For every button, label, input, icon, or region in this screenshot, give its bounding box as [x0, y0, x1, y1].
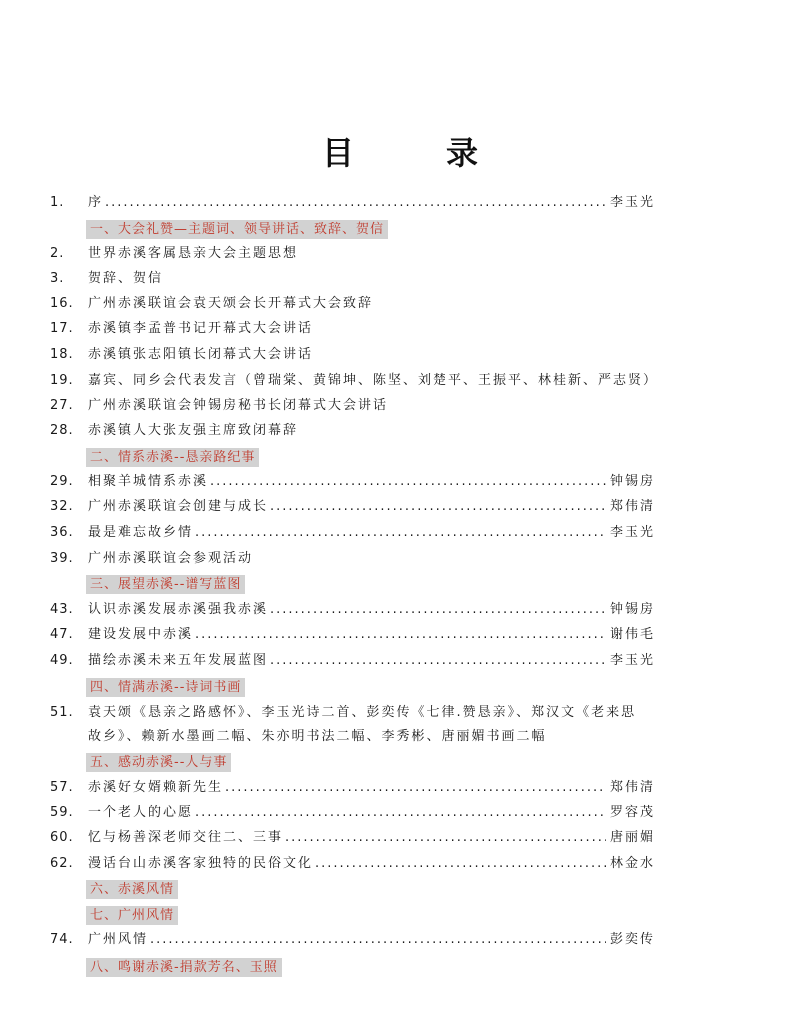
page-number: 18.: [50, 347, 74, 362]
entry-title: 袁天颂《恳亲之路感怀》、李玉光诗二首、彭奕传《七律.赞恳亲》、郑汉文《老来思: [88, 705, 637, 720]
entry-title: 贺辞、贺信: [88, 271, 164, 286]
page-number: 36.: [50, 525, 74, 540]
toc-entry: [0, 243, 800, 265]
page-number: 29.: [50, 474, 74, 489]
entry-title: 一个老人的心愿: [88, 802, 195, 824]
toc-entry: [0, 395, 800, 417]
dot-leader: [225, 777, 606, 799]
entry-title: 赤溪镇人大张友强主席致闭幕辞: [88, 423, 299, 438]
section-heading: 六、赤溪风情: [86, 880, 178, 899]
toc-entry: [0, 192, 800, 214]
toc-entry: [0, 370, 800, 392]
dot-leader: [270, 599, 606, 621]
entry-title: 广州赤溪联谊会参观活动: [88, 551, 254, 566]
page-number: 57.: [50, 780, 74, 795]
dot-leader: [270, 650, 606, 672]
page-number: 47.: [50, 627, 74, 642]
toc-entry: [0, 726, 800, 748]
entry-title: 广州风情: [88, 929, 150, 951]
page-number: 49.: [50, 653, 74, 668]
entry-title: 广州赤溪联谊会创建与成长: [88, 496, 270, 518]
toc-entry: [0, 471, 800, 493]
entry-title: 赤溪好女婿赖新先生: [88, 777, 225, 799]
page-number: 28.: [50, 423, 74, 438]
toc-entry: [0, 624, 800, 646]
page-number: 2.: [50, 246, 65, 261]
toc-entry: [0, 853, 800, 875]
toc-entry: [0, 827, 800, 849]
section-heading: 八、鸣谢赤溪-捐款芳名、玉照: [86, 958, 282, 977]
page-number: 1.: [50, 195, 65, 210]
entry-author: 郑伟清: [610, 499, 656, 514]
section-heading: 三、展望赤溪--谱写蓝图: [86, 575, 245, 594]
dot-leader: [195, 624, 606, 646]
entry-title: 相聚羊城情系赤溪: [88, 471, 210, 493]
page-number: 16.: [50, 296, 74, 311]
toc-entry: [0, 599, 800, 621]
entry-title: 嘉宾、同乡会代表发言（曾瑞棠、黄锦坤、陈坚、刘楚平、王振平、林桂新、严志贤）: [88, 373, 659, 388]
toc-entry: [0, 293, 800, 315]
page-number: 43.: [50, 602, 74, 617]
entry-title: 赤溪镇张志阳镇长闭幕式大会讲话: [88, 347, 314, 362]
page-number: 17.: [50, 321, 74, 336]
section-heading: 一、大会礼赞—主题词、领导讲话、致辞、贺信: [86, 220, 388, 239]
entry-author: 钟锡房: [610, 474, 656, 489]
section-heading: 四、情满赤溪--诗词书画: [86, 678, 245, 697]
entry-author: 郑伟清: [610, 780, 656, 795]
page-number: 59.: [50, 805, 74, 820]
entry-author: 钟锡房: [610, 602, 656, 617]
entry-title: 序: [88, 192, 105, 214]
page-title: 目 录: [321, 134, 508, 172]
dot-leader: [210, 471, 606, 493]
entry-title: 漫话台山赤溪客家独特的民俗文化: [88, 853, 315, 875]
page-number: 19.: [50, 373, 74, 388]
page-number: 51.: [50, 705, 74, 720]
page-number: 39.: [50, 551, 74, 566]
entry-title: 赤溪镇李孟普书记开幕式大会讲话: [88, 321, 314, 336]
entry-author: 谢伟毛: [610, 627, 656, 642]
entry-title: 建设发展中赤溪: [88, 624, 195, 646]
page-number: 60.: [50, 830, 74, 845]
entry-author: 彭奕传: [610, 932, 656, 947]
section-heading: 七、广州风情: [86, 906, 178, 925]
entry-title: 最是难忘故乡情: [88, 522, 195, 544]
toc-entry: [0, 702, 800, 724]
toc-entry: [0, 548, 800, 570]
toc-entry: [0, 496, 800, 518]
entry-title: 故乡》、赖新水墨画二幅、朱亦明书法二幅、李秀彬、唐丽媚书画二幅: [88, 729, 547, 744]
toc-entry: [0, 344, 800, 366]
dot-leader: [195, 802, 606, 824]
dot-leader: [315, 853, 606, 875]
entry-title: 认识赤溪发展赤溪强我赤溪: [88, 599, 270, 621]
page-number: 3.: [50, 271, 65, 286]
page-number: 74.: [50, 932, 74, 947]
entry-author: 罗容茂: [610, 805, 656, 820]
section-heading: 二、情系赤溪--恳亲路纪事: [86, 448, 259, 467]
toc-entry: [0, 522, 800, 544]
toc-entry: [0, 802, 800, 824]
toc-entry: [0, 420, 800, 442]
toc-entry: [0, 268, 800, 290]
entry-title: 描绘赤溪未来五年发展蓝图: [88, 650, 270, 672]
entry-title: 广州赤溪联谊会钟锡房秘书长闭幕式大会讲话: [88, 398, 389, 413]
page-number: 62.: [50, 856, 74, 871]
section-heading: 五、感动赤溪--人与事: [86, 753, 231, 772]
toc-entry: [0, 650, 800, 672]
dot-leader: [150, 929, 606, 951]
entry-author: 李玉光: [610, 653, 656, 668]
toc-entry: [0, 318, 800, 340]
dot-leader: [285, 827, 606, 849]
dot-leader: [270, 496, 606, 518]
page-number: 27.: [50, 398, 74, 413]
dot-leader: [105, 192, 606, 214]
toc-entry: [0, 929, 800, 951]
entry-title: 世界赤溪客属恳亲大会主题思想: [88, 246, 299, 261]
entry-author: 林金水: [610, 856, 656, 871]
toc-entry: [0, 777, 800, 799]
page-number: 32.: [50, 499, 74, 514]
entry-title: 忆与杨善深老师交往二、三事: [88, 827, 285, 849]
entry-author: 李玉光: [610, 525, 656, 540]
dot-leader: [195, 522, 606, 544]
entry-title: 广州赤溪联谊会袁天颂会长开幕式大会致辞: [88, 296, 374, 311]
entry-author: 李玉光: [610, 195, 656, 210]
entry-author: 唐丽媚: [610, 830, 656, 845]
